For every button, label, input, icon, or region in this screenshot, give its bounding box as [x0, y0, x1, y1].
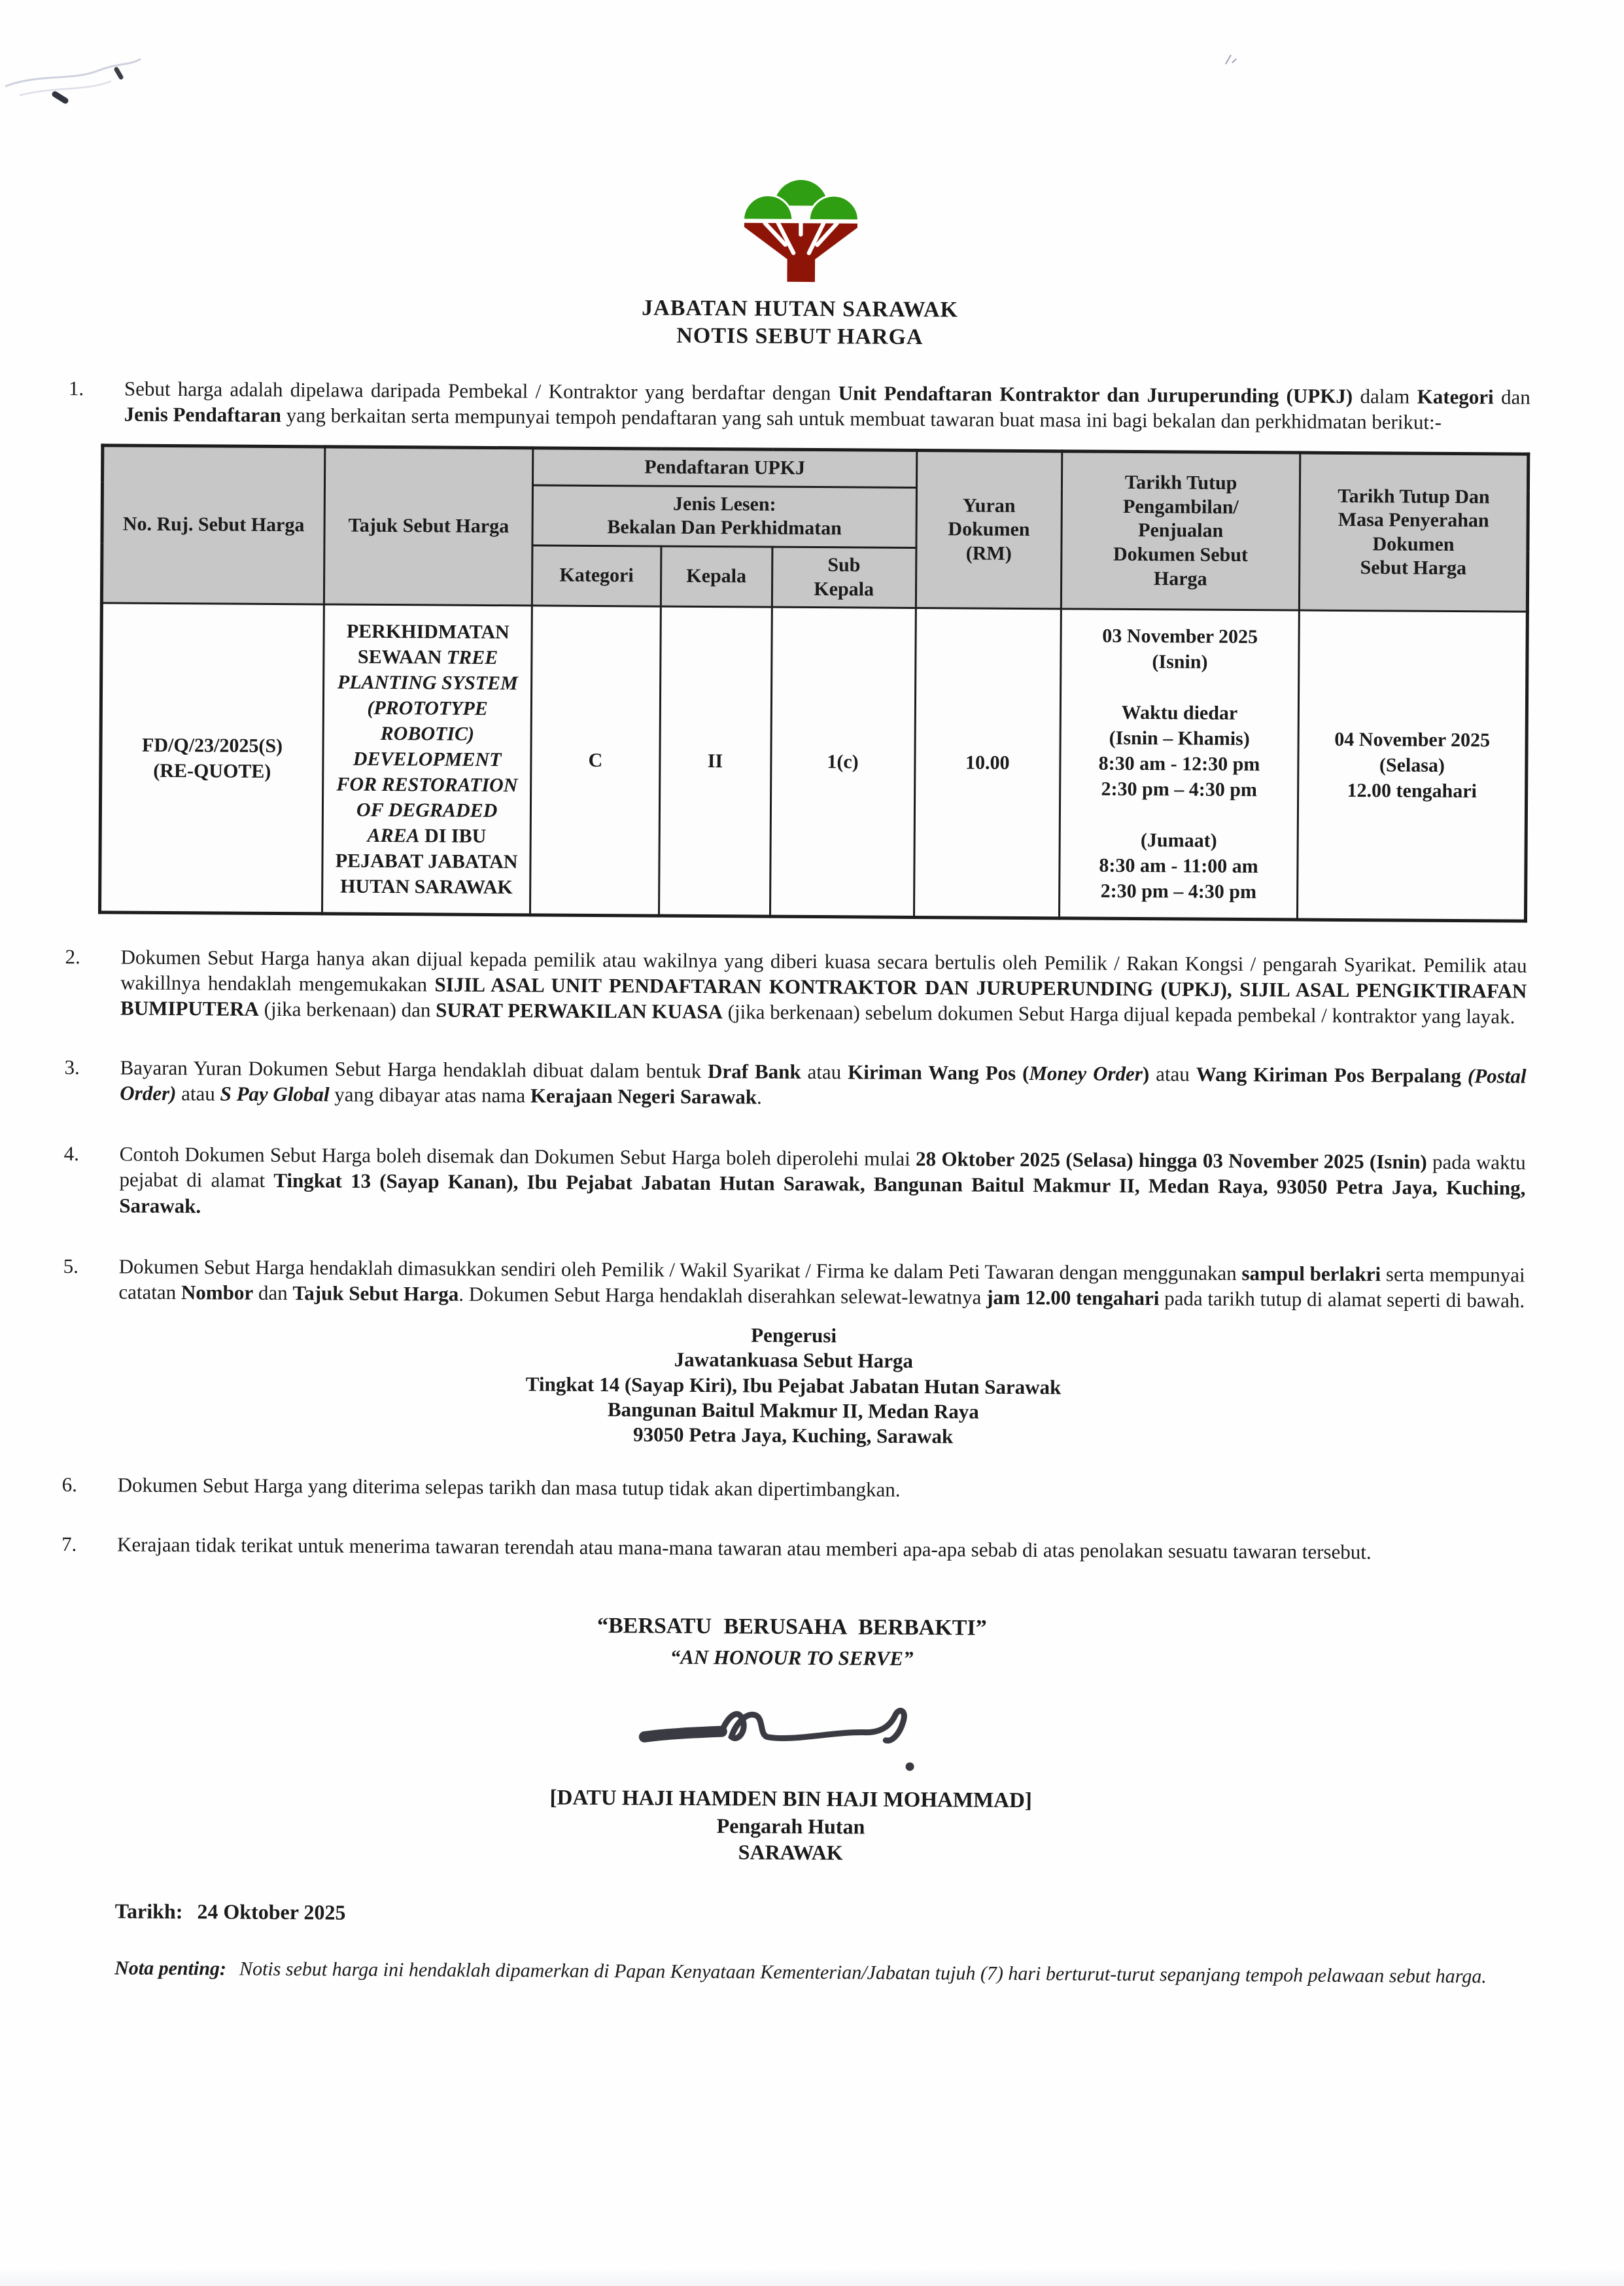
- col-header-pendaftaran-upkj: Pendaftaran UPKJ: [533, 448, 917, 487]
- paragraph-7-number: 7.: [61, 1532, 77, 1556]
- col-header-kepala: Kepala: [661, 546, 772, 607]
- signatory-role: Pengarah Hutan: [716, 1814, 865, 1839]
- cell-no-ruj: FD/Q/23/2025(S) (RE-QUOTE): [99, 603, 324, 914]
- important-note: [114, 1954, 1508, 1992]
- paragraph-1-text: Sebut harga adalah dipelawa daripada Pembekal / Kontraktor yang berdaftar dengan Unit Pendaftaran Kontraktor dan Juruperunding (UPKJ) dalam Kategori dan Jenis Pendaftaran yang berkaitan serta mempunyai tempoh pendaftaran yang sah untuk membuat tawaran buat masa ini bagi bekalan dan perkhidmatan berikut:-: [124, 377, 1530, 434]
- cell-tarikh-tutup-penyerahan: 04 November 2025 (Selasa) 12.00 tengahari: [1298, 610, 1528, 921]
- col-header-tajuk: Tajuk Sebut Harga: [324, 447, 533, 606]
- date-value: 24 Oktober 2025: [197, 1899, 346, 1924]
- paragraph-4-number: 4.: [63, 1142, 80, 1166]
- paragraph-2: [65, 944, 1527, 1030]
- quotation-table-wrapper: [98, 444, 1530, 923]
- cell-yuran: 10.00: [914, 608, 1061, 918]
- paragraph-3: [64, 1054, 1526, 1115]
- paragraph-5-text: Dokumen Sebut Harga hendaklah dimasukkan sendiri oleh Pemilik / Wakil Syarikat / Firma ke dalam Peti Tawaran dengan menggunakan sampul berlakri serta mempunyai catatan Nombor dan Tajuk Sebut Harga. Dokumen Sebut Harga hendaklah diserahkan selewat-lewatnya jam 12.00 tengahari pada tarikh tutup di alamat seperti di bawah.: [118, 1255, 1525, 1312]
- document-title: NOTIS SEBUT HARGA: [676, 323, 924, 349]
- paragraph-1-number: 1.: [68, 377, 84, 400]
- col-header-tarikh-tutup-penyerahan: Tarikh Tutup Dan Masa Penyerahan Dokumen Sebut Harga: [1299, 453, 1528, 612]
- paragraph-7-text: Kerajaan tidak terikat untuk menerima tawaran terendah atau mana-mana tawaran atau memberi apa-apa sebab di atas penolakan sesuatu tawaran tersebut.: [116, 1533, 1372, 1564]
- jabatan-hutan-sarawak-tree-logo-icon: [723, 168, 878, 285]
- cell-kepala: II: [659, 606, 772, 916]
- col-header-sub-kepala: Sub Kepala: [772, 547, 916, 608]
- paragraph-6: [62, 1472, 1524, 1506]
- paragraph-5: [63, 1253, 1525, 1313]
- col-header-jenis-lesen: Jenis Lesen: Bekalan Dan Perkhidmatan: [532, 485, 916, 548]
- col-header-no-ruj: No. Ruj. Sebut Harga: [101, 445, 325, 604]
- paragraph-7: [61, 1531, 1523, 1566]
- paragraph-3-text: Bayaran Yuran Dokumen Sebut Harga hendaklah dibuat dalam bentuk Draf Bank atau Kiriman Wang Pos (Money Order) atau Wang Kiriman Pos Berpalang (Postal Order) atau S Pay Global yang dibayar atas nama Kerajaan Negeri Sarawak.: [120, 1056, 1527, 1109]
- table-row: [99, 603, 1527, 921]
- paragraph-5-number: 5.: [63, 1254, 79, 1277]
- paragraph-4: [63, 1141, 1526, 1226]
- motto-malay: “BERSATU BERUSAHA BERBAKTI”: [596, 1613, 987, 1640]
- paragraph-4-text: Contoh Dokumen Sebut Harga boleh disemak dan Dokumen Sebut Harga boleh diperolehi mulai 28 Oktober 2025 (Selasa) hingga 03 November 2025 (Isnin) pada waktu pejabat di alamat Tingkat 13 (Sayap Kanan), Ibu Pejabat Jabatan Hutan Sarawak, Bangunan Baitul Makmur II, Medan Raya, 93050 Petra Jaya, Kuching, Sarawak.: [119, 1142, 1526, 1217]
- signatory-name: [DATU HAJI HAMDEN BIN HAJI MOHAMMAD]: [549, 1786, 1032, 1813]
- scan-edge-noise: [0, 2269, 1624, 2286]
- paragraph-2-text: Dokumen Sebut Harga hanya akan dijual kepada pemilik atau wakilnya yang diberi kuasa secara bertulis oleh Pemilik / Rakan Kongsi / pengarah Syarikat. Pemilik atau wakillnya hendaklah mengemukakan SIJIL ASAL UNIT PENDAFTARAN KONTRAKTOR DAN JURUPERUNDING (UPKJ), SIJIL ASAL PENGIKTIRAFAN BUMIPUTERA (jika berkenaan) dan SURAT PERWAKILAN KUASA (jika berkenaan) sebelum dokumen Sebut Harga dijual kepada pembekal / kontraktor yang layak.: [120, 945, 1527, 1028]
- cell-sub-kepala: 1(c): [770, 607, 916, 917]
- paragraph-3-number: 3.: [64, 1056, 80, 1079]
- paragraph-6-text: Dokumen Sebut Harga yang diterima selepas tarikh dan masa tutup tidak akan dipertimbangkan.: [117, 1473, 901, 1501]
- important-note-text: Notis sebut harga ini hendaklah dipamerkan di Papan Kenyataan Kementerian/Jabatan tujuh (7) hari berturut-turut sepanjang tempoh pelawaan sebut harga.: [239, 1958, 1487, 1988]
- cell-kategori: C: [530, 606, 661, 916]
- paragraph-2-number: 2.: [65, 945, 80, 969]
- organization-title: JABATAN HUTAN SARAWAK: [642, 296, 959, 322]
- quotation-table: [98, 444, 1530, 923]
- signatory-region: SARAWAK: [738, 1840, 843, 1865]
- date-label: Tarikh:: [114, 1899, 183, 1924]
- date-line: [115, 1899, 1521, 1932]
- important-note-label: Nota penting:: [114, 1957, 227, 1980]
- cell-tajuk: PERKHIDMATAN SEWAAN TREE PLANTING SYSTEM (PROTOTYPE ROBOTIC) DEVELOPMENT FOR RESTORATION OF DEGRADED AREA DI IBU PEJABAT JABATAN HUTAN SARAWAK: [322, 604, 532, 915]
- cell-tarikh-tutup-pengambilan: 03 November 2025 (Isnin) Waktu diedar (Isnin – Khamis) 8:30 am - 12:30 pm 2:30 pm – 4:30 pm (Jumaat) 8:30 am - 11:00 am 2:30 pm – 4:30 pm: [1060, 609, 1300, 920]
- col-header-yuran: Yuran Dokumen (RM): [916, 451, 1062, 609]
- col-header-kategori: Kategori: [532, 546, 661, 606]
- paragraph-1: [69, 375, 1530, 436]
- col-header-tarikh-tutup-pengambilan: Tarikh Tutup Pengambilan/ Penjualan Dokumen Sebut Harga: [1061, 451, 1300, 610]
- paragraph-6-number: 6.: [61, 1472, 78, 1497]
- signature-image: [637, 1678, 945, 1784]
- submission-address-block: Pengerusi Jawatankuasa Sebut Harga Tingkat 14 (Sayap Kiri), Ibu Pejabat Jabatan Hutan Sarawak Bangunan Baitul Makmur II, Medan Raya 93050 Petra Jaya, Kuching, Sarawak: [525, 1323, 1062, 1448]
- motto-english: “AN HONOUR TO SERVE”: [670, 1645, 914, 1670]
